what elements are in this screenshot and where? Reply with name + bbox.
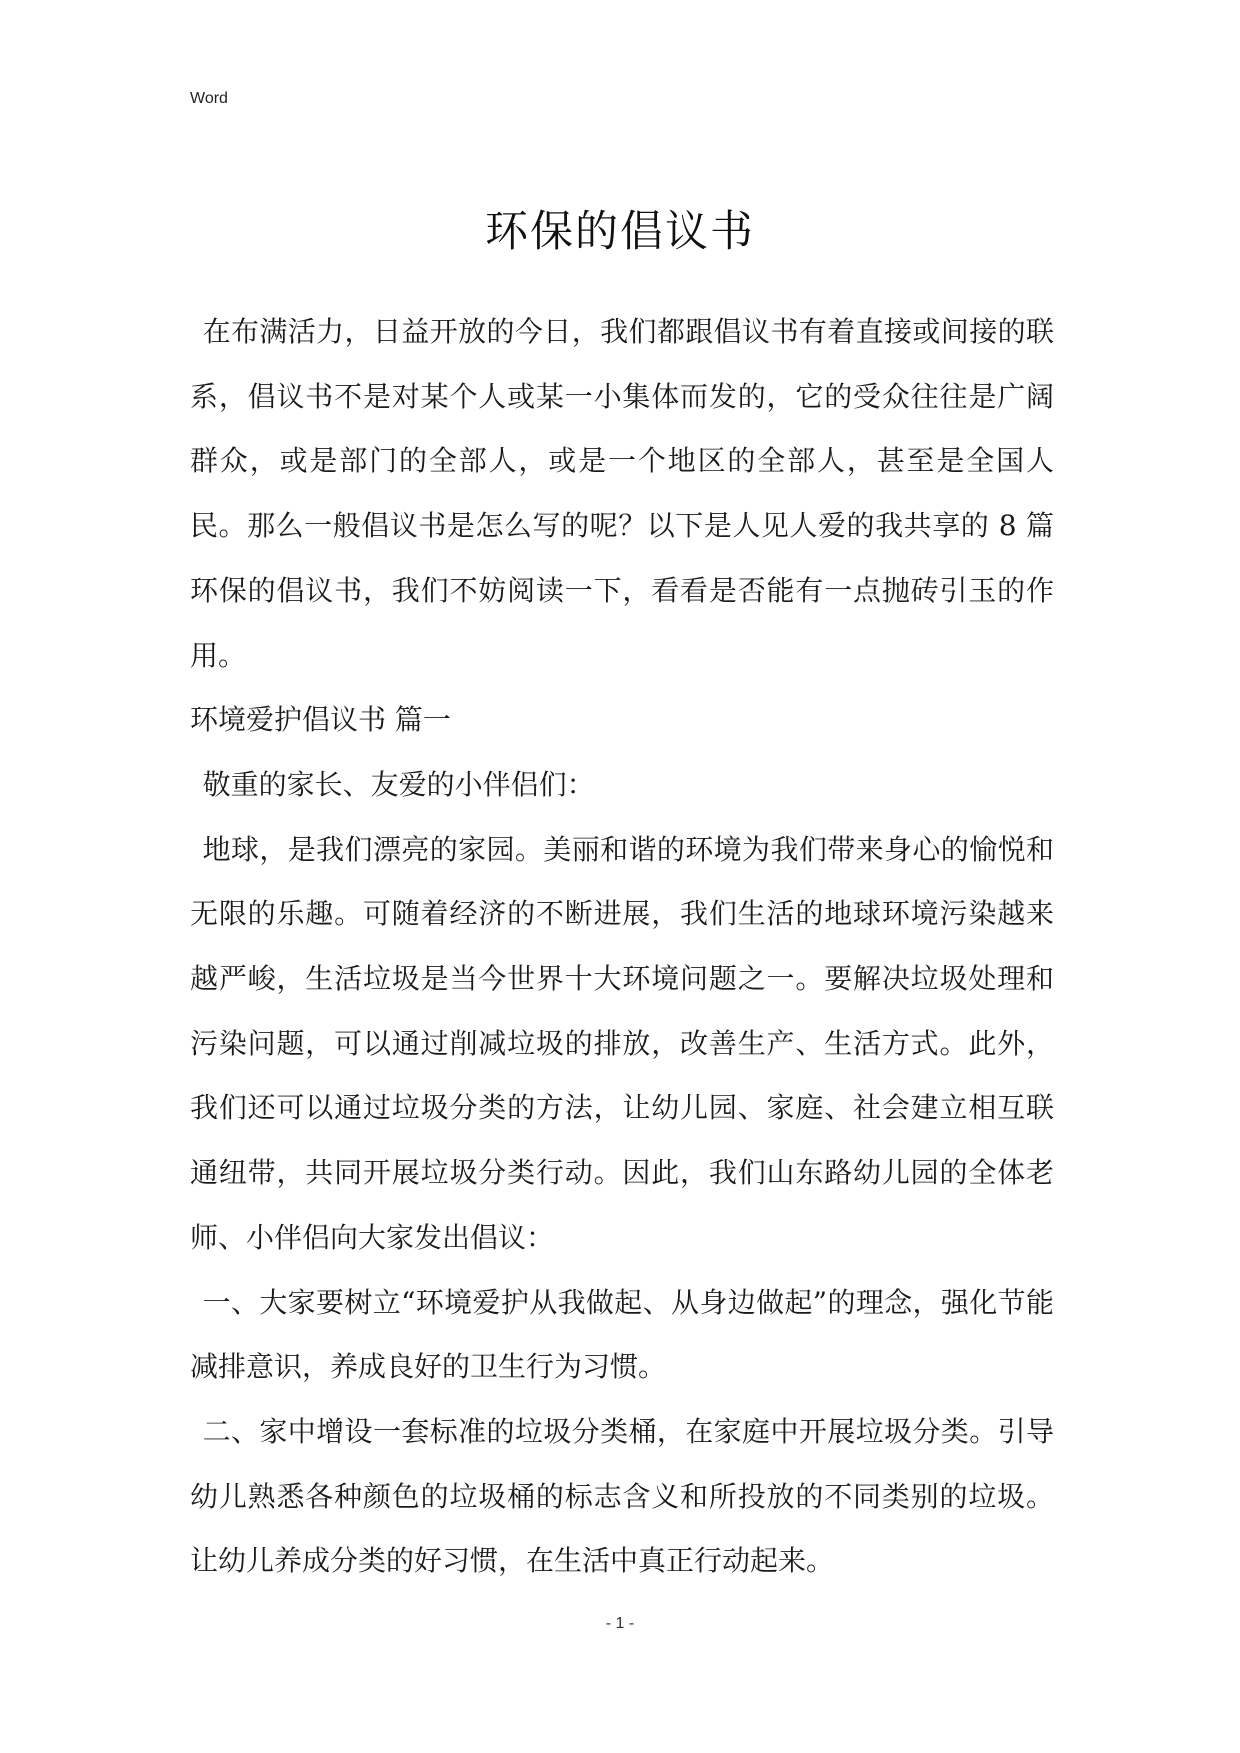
- page-number: - 1 -: [605, 1615, 635, 1632]
- paragraph-salutation: 敬重的家长、友爱的小伴侣们：: [202, 767, 595, 801]
- document-title: 环保的倡议书: [485, 207, 755, 257]
- paragraph-proposal-2: 二、家中增设一套标准的垃圾分类桶，在家庭中开展垃圾分类。引导幼儿熟悉各种颜色的垃圾桶的标志含义和所投放的不同类别的垃圾。让幼儿养成分类的好习惯，在生活中真正行动起来。: [190, 1414, 1054, 1578]
- paragraph-proposal-1: 一、大家要树立“环境爱护从我做起、从身边做起”的理念，强化节能减排意识，养成良好的卫生行为习惯。: [190, 1285, 1054, 1384]
- paragraph-intro: 在布满活力，日益开放的今日，我们都跟倡议书有着直接或间接的联系，倡议书不是对某个人或某一小集体而发的，它的受众往往是广阔群众，或是部门的全部人，或是一个地区的全部人，甚至是全国人民。那么一般倡议书是怎么写的呢？以下是人见人爱的我共享的 8 篇环保的倡议书，我们不妨阅读一下，看看是否能有一点抛砖引玉的作用。: [190, 315, 1054, 672]
- paragraph-body: 地球，是我们漂亮的家园。美丽和谐的环境为我们带来身心的愉悦和无限的乐趣。可随着经济的不断进展，我们生活的地球环境污染越来越严峻，生活垃圾是当今世界十大环境问题之一。要解决垃圾处理和污染问题，可以通过削减垃圾的排放，改善生产、生活方式。此外，我们还可以通过垃圾分类的方法，让幼儿园、家庭、社会建立相互联通纽带，共同开展垃圾分类行动。因此，我们山东路幼儿园的全体老师、小伴侣向大家发出倡议：: [190, 832, 1054, 1254]
- document-body: [190, 300, 1054, 1594]
- document-header-label: Word: [190, 90, 228, 107]
- section-heading: 环境爱护倡议书 篇一: [190, 703, 451, 737]
